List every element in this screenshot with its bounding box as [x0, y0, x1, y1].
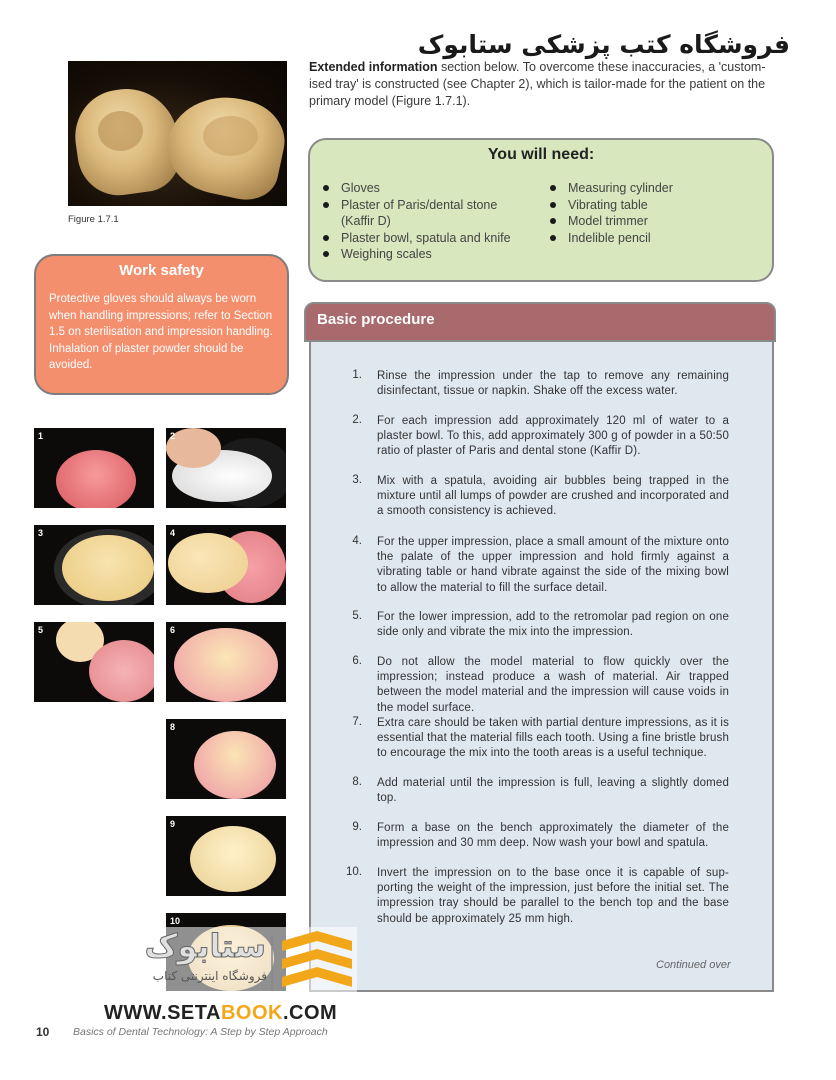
you-will-need-title: You will need: [487, 146, 595, 163]
watermark-logo [92, 927, 357, 997]
step-text: Do not allow the model material to flow quickly over the impression; instead produce a wash of material. Air trapped between the model material and the impression will cause voids in the model surface. [377, 656, 729, 714]
step-text: Mix with a spatula, avoiding air bubbles being trapped in the mixture until all lumps of powder are crushed and incorporated and a smooth consistency is achieved. [377, 475, 729, 518]
step-text: Add material until the impression is full, leaving a slightly domed top. [377, 777, 729, 805]
step-text: Form a base on the bench approximately the diameter of the impression and 30 mm deep. Now wash your bowl and spatula. [377, 822, 729, 850]
step-text: For each impression add approximately 120 ml of water to a plaster bowl. To this, add approximately 300 g of powder in a 50:50 ratio of plaster of Paris and dental stone (Kaffir D). [377, 415, 729, 458]
needs-item: Model trimmer [548, 213, 748, 230]
site-prefix: WWW.SETA [104, 1002, 221, 1024]
work-safety-title: Work safety [119, 262, 204, 279]
step-photo [34, 428, 154, 508]
step-number: 6. [352, 655, 362, 667]
needs-item: Vibrating table [548, 197, 748, 214]
photo-number: 9 [170, 819, 176, 829]
watermark-top-text: فروشگاه کتب پزشکی ستابوک [417, 30, 790, 59]
step-photo [166, 525, 286, 605]
book-title: Basics of Dental Technology: A Step by Step Approach [73, 1026, 328, 1038]
step-text: For the upper impression, place a small amount of the mixture onto the palate of the upper impression and hold firmly against a vibrating table or hand vibrate against the side of the mixing bowl to allow the material to fill the surface detail. [377, 536, 729, 594]
step-photo [166, 428, 286, 508]
figure-photo-models [68, 61, 287, 206]
step-photo [166, 719, 286, 799]
site-suffix: .COM [282, 1002, 338, 1024]
step-photo [166, 816, 286, 896]
work-safety-text: Protective gloves should always be worn when handling impressions; refer to Section 1.5 on sterilisation and impression handling. Inhalation of plaster powder should be avoided. [49, 293, 273, 371]
step-text: For the lower impression, add to the retromolar pad region on one side only and vibrate the mix into the impression. [377, 611, 729, 639]
procedure-title: Basic procedure [317, 311, 435, 328]
needs-item: Measuring cylinder [548, 180, 748, 197]
step-number: 9. [352, 821, 362, 833]
needs-item: Indelible pencil [548, 230, 748, 247]
photo-number: 5 [38, 625, 44, 635]
page-number: 10 [36, 1025, 50, 1039]
needs-item: Gloves [321, 180, 521, 197]
photo-number: 10 [170, 916, 181, 926]
photo-number: 1 [38, 431, 44, 441]
needs-list-right [548, 180, 748, 246]
needs-list-left [321, 180, 521, 263]
step-number: 8. [352, 776, 362, 788]
step-photo [166, 622, 286, 702]
logo-wordmark: ستابوک [144, 927, 266, 965]
step-number: 4. [352, 535, 362, 547]
photo-number: 2 [170, 431, 176, 441]
step-number: 2. [352, 414, 362, 426]
step-text: Invert the impression on to the base once it is capable of sup-porting the weight of the impression, just before the initial set. The impression tray should be parallel to the bench top and the base should be approximately 25 mm high. [377, 867, 729, 925]
continued-over-label: Continued over [656, 959, 731, 971]
step-number: 3. [352, 474, 362, 486]
site-accent: BOOK [220, 1002, 283, 1024]
step-number: 1. [352, 369, 362, 381]
watermark-site [104, 1002, 337, 1025]
intro-text: section below. To overcome these inaccuracies, a 'custom-ised tray' is constructed (see Chapter 2), which is tailor-made for the patient on the primary model (Figure 1.7.1). [309, 60, 766, 108]
step-photo [34, 622, 154, 702]
logo-subtitle: فروشگاه اینترنتی کتاب [152, 969, 267, 983]
photo-number: 6 [170, 625, 176, 635]
photo-number: 8 [170, 722, 176, 732]
intro-bold: Extended information [309, 60, 438, 74]
photo-number: 4 [170, 528, 176, 538]
step-number: 7. [352, 716, 362, 728]
step-number: 10. [346, 866, 362, 878]
needs-item: Plaster of Paris/dental stone (Kaffir D) [321, 197, 521, 230]
needs-item: Plaster bowl, spatula and knife [321, 230, 521, 247]
step-text: Rinse the impression under the tap to remove any remaining disinfectant, tissue or napkin. Shake off the excess water. [377, 370, 729, 398]
needs-item: Weighing scales [321, 246, 521, 263]
step-photo [34, 525, 154, 605]
photo-number: 3 [38, 528, 44, 538]
step-number: 5. [352, 610, 362, 622]
step-text: Extra care should be taken with partial denture impressions, as it is essential that the material fills each tooth. Using a fine bristle brush to encourage the mix into the tooth areas is a useful technique. [377, 717, 729, 760]
figure-caption: Figure 1.7.1 [68, 214, 119, 225]
intro-paragraph [309, 59, 777, 110]
